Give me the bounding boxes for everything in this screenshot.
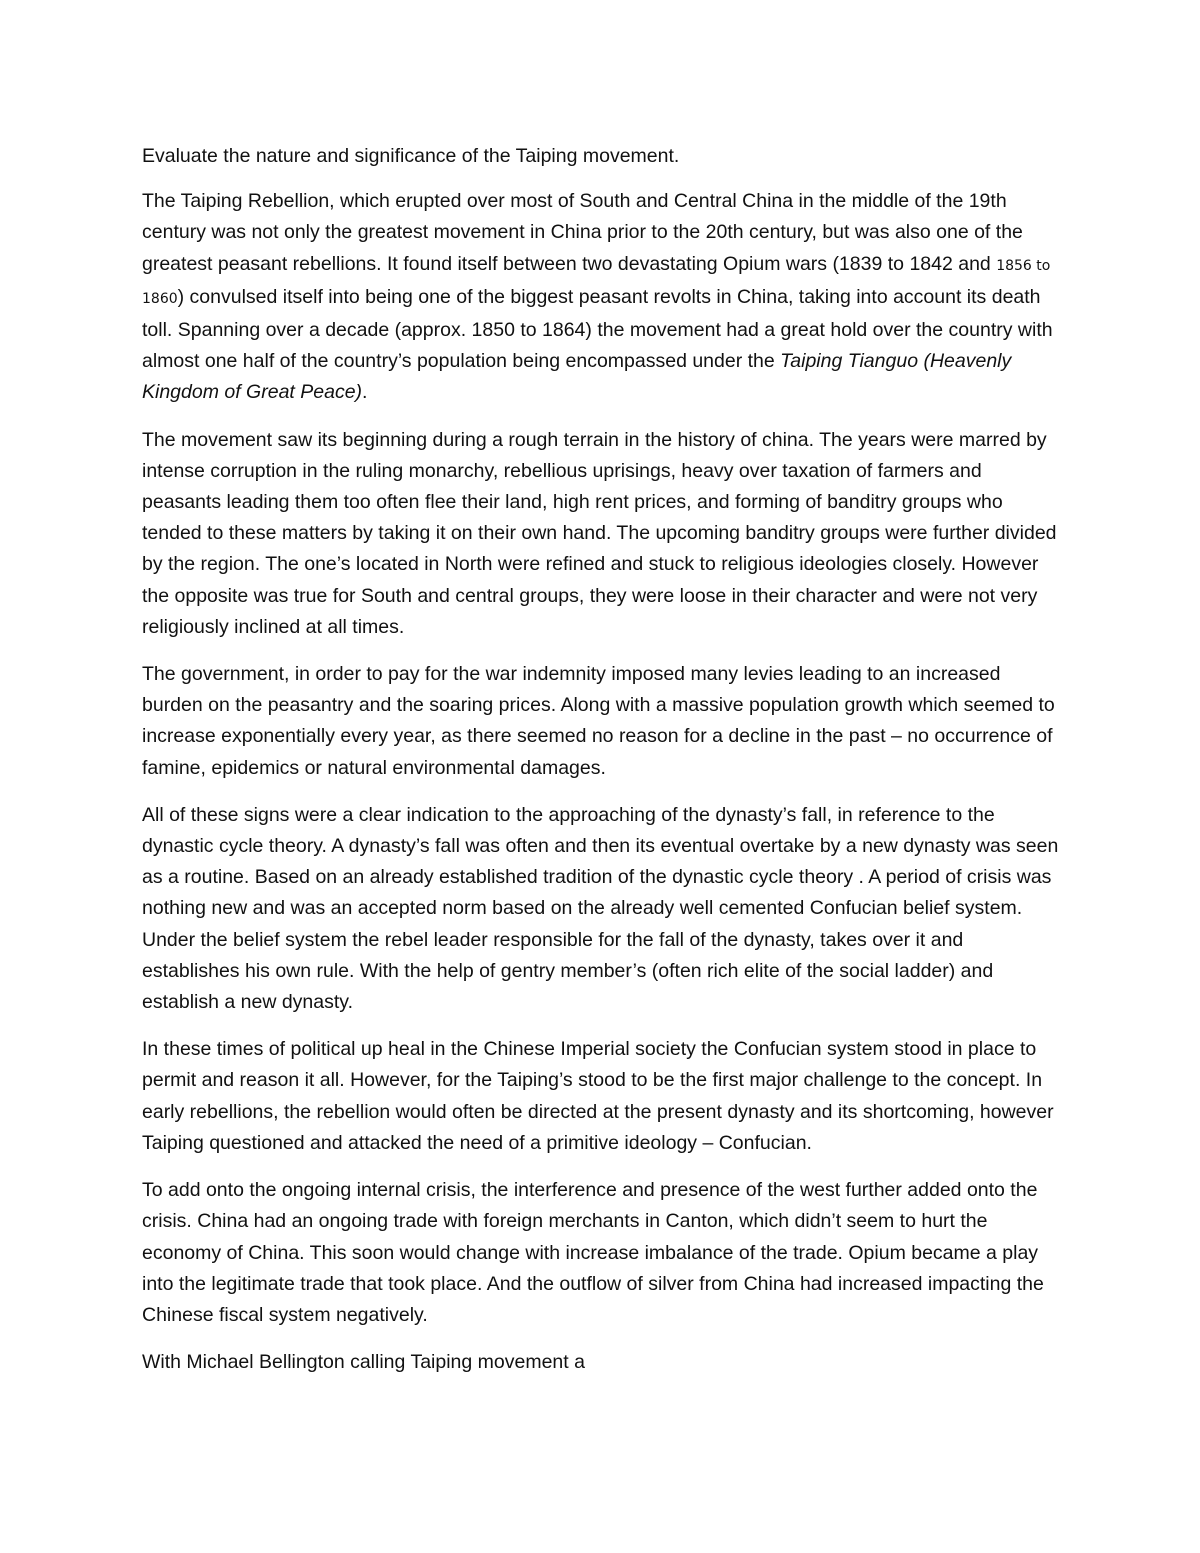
paragraph-1-intro: The Taiping Rebellion, which erupted over most of South and Central China in the middle of the 19th century was not only the greatest movement in China prior to the 20th century, but was also one of the greatest peasant rebellions. It found itself between two devastating Opium wars (1839 to 1842 and	[142, 190, 1023, 275]
paragraph-1-dates: 1856 to 1860	[142, 257, 1051, 307]
paragraph-7: With Michael Bellington calling Taiping movement a	[142, 1351, 585, 1374]
paragraph-2: The movement saw its beginning during a rough terrain in the history of china. The years were marred by intense corruption in the ruling monarchy, rebellious uprisings, heavy over taxation of farmers and peasants leading them too often flee their land, high rent prices, and forming of banditry groups who tended to these matters by taking it on their own hand. The upcoming banditry groups were further divided by the region. The one’s located in North were refined and stuck to religious ideologies closely. However the opposite was true for South and central groups, they were loose in their character and were not very religiously inclined at all times.	[142, 428, 1057, 638]
paragraph-1-middle: ) convulsed itself into being one of the biggest peasant revolts in China, taking into account its death toll. Spanning over a decade (approx. 1850 to 1864) the movement had a great hold over the country with almost one half of the country’s population being encompassed under the	[142, 285, 1053, 373]
paragraph-1-end: .	[362, 381, 368, 404]
paragraph-1-italic-term: Taiping Tianguo (Heavenly Kingdom of Great Peace)	[142, 350, 1012, 404]
paragraph-3: The government, in order to pay for the war indemnity imposed many levies leading to an increased burden on the peasantry and the soaring prices. Along with a massive population growth which seemed to increase exponentially every year, as there seemed no reason for a decline in the past – no occurrence of famine, epidemics or natural environmental damages.	[142, 663, 1055, 779]
paragraph-4: All of these signs were a clear indication to the approaching of the dynasty’s fall, in reference to the dynastic cycle theory. A dynasty’s fall was often and then its eventual overtake by a new dynasty was seen as a routine. Based on an already established tradition of the dynastic cycle theory . A period of crisis was nothing new and was an accepted norm based on the already well cemented Confucian belief system. Under the belief system the rebel leader responsible for the fall of the dynasty, takes over it and establishes his own rule. With the help of gentry member’s (often rich elite of the social ladder) and establish a new dynasty.	[142, 803, 1059, 1014]
paragraph-5: In these times of political up heal in the Chinese Imperial society the Confucian system stood in place to permit and reason it all. However, for the Taiping’s stood to be the first major challenge to the concept. In early rebellions, the rebellion would often be directed at the present dynasty and its shortcoming, however Taiping questioned and attacked the need of a primitive ideology – Confucian.	[142, 1038, 1054, 1154]
document-title: Evaluate the nature and significance of the Taiping movement.	[142, 145, 680, 167]
document-page	[142, 141, 1060, 1394]
paragraph-6: To add onto the ongoing internal crisis, the interference and presence of the west further added onto the crisis. China had an ongoing trade with foreign merchants in Canton, which didn’t seem to hurt the economy of China. This soon would change with increase imbalance of the trade. Opium became a play into the legitimate trade that took place. And the outflow of silver from China had increased impacting the Chinese fiscal system negatively.	[142, 1179, 1044, 1326]
paragraph-1	[142, 186, 1060, 408]
